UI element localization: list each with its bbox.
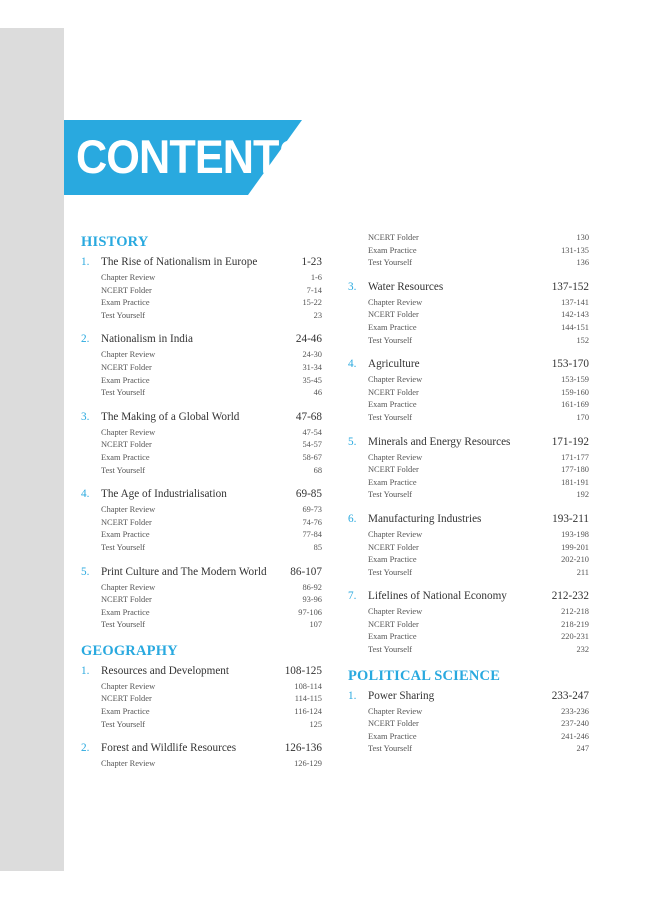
subsection-row — [81, 387, 322, 400]
subsection-row — [81, 582, 322, 595]
section-title-political-science: POLITICAL SCIENCE — [348, 667, 501, 684]
chapter-number: 7. — [348, 590, 357, 603]
chapter-page-range: 47-68 — [295, 410, 322, 423]
chapter-title: Minerals and Energy Resources — [368, 435, 511, 448]
chapter-entry — [348, 357, 589, 424]
chapter-entry — [348, 689, 589, 756]
subsection-name: NCERT Folder — [368, 465, 419, 475]
subsection-pages: 153-159 — [561, 375, 589, 385]
subsection-pages: 74-76 — [302, 517, 322, 527]
subsection-name: NCERT Folder — [101, 440, 152, 450]
chapter-title: Resources and Development — [101, 664, 229, 677]
subsection-pages: 24-30 — [302, 350, 322, 360]
chapter-heading — [81, 255, 322, 269]
subsection-name: Exam Practice — [368, 322, 417, 332]
subsection-name: NCERT Folder — [368, 542, 419, 552]
chapter-heading — [348, 512, 589, 526]
subsection-pages: 171-177 — [561, 452, 589, 462]
chapter-heading — [348, 589, 589, 603]
subsection-pages: 116-124 — [294, 707, 322, 717]
chapter-heading — [81, 741, 322, 755]
subsection-pages: 77-84 — [302, 530, 322, 540]
subsection-pages: 247 — [576, 744, 589, 754]
chapter-title: The Rise of Nationalism in Europe — [101, 256, 258, 268]
subsection-row — [81, 504, 322, 517]
subsection-row — [348, 542, 589, 555]
chapter-page-range: 233-247 — [551, 689, 589, 702]
subsection-pages: 31-34 — [302, 362, 322, 372]
subsection-name: Test Yourself — [101, 719, 146, 729]
chapter-title: Water Resources — [368, 280, 444, 293]
chapter-entry — [348, 589, 589, 656]
subsection-name: Exam Practice — [101, 375, 150, 385]
subsection-name: Chapter Review — [368, 607, 423, 617]
subsection-name: Exam Practice — [101, 298, 150, 308]
chapter-entry — [81, 255, 322, 322]
chapter-number: 1. — [81, 256, 90, 268]
chapter-page-range: 171-192 — [551, 435, 589, 448]
subsection-row — [81, 349, 322, 362]
subsection-pages: 159-160 — [561, 387, 589, 397]
subsection-row — [81, 681, 322, 694]
chapter-page-range: 86-107 — [290, 565, 322, 578]
chapter-heading — [81, 332, 322, 346]
subsection-name: Chapter Review — [368, 375, 423, 385]
subsection-row — [348, 257, 589, 270]
subsection-pages: 181-191 — [561, 477, 589, 487]
subsection-pages: 1-6 — [310, 273, 322, 282]
subsection-row — [348, 245, 589, 258]
subsection-row — [81, 607, 322, 620]
toc-column-left — [81, 233, 322, 781]
chapter-number: 4. — [81, 488, 90, 501]
subsection-row — [81, 529, 322, 542]
subsection-pages: 47-54 — [302, 427, 322, 437]
chapter-title: Agriculture — [368, 358, 420, 371]
subsection-row — [81, 362, 322, 375]
subsection-pages: 137-141 — [561, 297, 589, 307]
chapter-number: 2. — [81, 333, 90, 346]
subsection-row — [348, 554, 589, 567]
subsection-name: NCERT Folder — [368, 310, 419, 320]
subsection-name: Test Yourself — [368, 490, 413, 500]
subsection-row — [81, 439, 322, 452]
subsection-pages: 136 — [576, 258, 589, 268]
subsection-row — [348, 606, 589, 619]
subsection-pages: 107 — [309, 620, 322, 630]
subsection-pages: 161-169 — [561, 400, 589, 410]
chapter-entry — [81, 410, 322, 477]
subsection-row — [348, 374, 589, 387]
subsection-row — [348, 529, 589, 542]
subsection-pages: 202-210 — [561, 555, 589, 565]
subsection-row — [81, 693, 322, 706]
chapter-number: 2. — [81, 742, 90, 755]
political-science-chapter-list — [348, 689, 589, 756]
subsection-name: NCERT Folder — [101, 285, 152, 295]
subsection-row — [348, 631, 589, 644]
subsection-name: Exam Practice — [368, 632, 417, 642]
chapter-number: 6. — [348, 512, 357, 525]
chapter-page-range: 69-85 — [295, 488, 322, 501]
chapter-title: The Age of Industrialisation — [101, 488, 227, 501]
subsection-name: NCERT Folder — [368, 233, 419, 242]
chapter-heading — [348, 689, 589, 703]
subsection-name: Chapter Review — [368, 297, 423, 307]
subsection-pages: 108-114 — [294, 681, 322, 691]
chapter-title: Lifelines of National Economy — [368, 590, 507, 603]
subsection-pages: 199-201 — [561, 542, 589, 552]
subsection-row — [348, 567, 589, 580]
subsection-row — [81, 719, 322, 732]
subsection-name: Test Yourself — [368, 412, 413, 422]
chapter-heading — [81, 664, 322, 678]
subsection-row — [81, 452, 322, 465]
subsection-pages: 68 — [313, 465, 322, 475]
subsection-row — [348, 452, 589, 465]
subsection-pages: 218-219 — [561, 619, 589, 629]
subsection-row — [81, 517, 322, 530]
subsection-row — [348, 387, 589, 400]
subsection-pages: 15-22 — [302, 298, 322, 308]
subsection-name: Test Yourself — [368, 744, 413, 754]
subsection-name: Test Yourself — [101, 388, 146, 398]
chapter-entry — [348, 280, 589, 347]
subsection-row — [348, 322, 589, 335]
subsection-row — [348, 489, 589, 502]
chapter-page-range: 108-125 — [284, 664, 322, 677]
subsection-pages: 220-231 — [561, 632, 589, 642]
subsection-name: Exam Practice — [368, 245, 417, 255]
subsection-row — [81, 375, 322, 388]
chapter-page-range: 153-170 — [551, 358, 589, 371]
subsection-pages: 86-92 — [302, 582, 322, 592]
subsection-pages: 126-129 — [294, 759, 322, 769]
subsection-pages: 46 — [313, 388, 322, 398]
chapter-number: 5. — [348, 435, 357, 448]
chapter-heading — [348, 357, 589, 371]
subsection-row — [81, 285, 322, 298]
section-title-history: HISTORY — [81, 234, 149, 250]
chapter-number: 4. — [348, 358, 357, 371]
subsection-name: Exam Practice — [101, 607, 150, 617]
subsection-pages: 211 — [576, 567, 589, 577]
subsection-row — [348, 399, 589, 412]
subsection-pages: 23 — [313, 310, 322, 320]
chapter-title: Nationalism in India — [101, 333, 193, 346]
subsection-name: Exam Practice — [368, 400, 417, 410]
subsection-name: Chapter Review — [101, 427, 156, 437]
subsection-row — [81, 542, 322, 555]
subsection-pages: 85 — [313, 542, 322, 552]
chapter-title: Forest and Wildlife Resources — [101, 742, 237, 755]
history-chapter-list — [81, 255, 322, 632]
subsection-name: Exam Practice — [368, 731, 417, 741]
chapter-title: Manufacturing Industries — [368, 512, 482, 525]
subsection-row — [348, 743, 589, 756]
subsection-name: Test Yourself — [101, 310, 146, 320]
subsection-name: Test Yourself — [368, 335, 413, 345]
subsection-pages: 142-143 — [561, 310, 589, 320]
subsection-name: Chapter Review — [101, 505, 156, 515]
subsection-pages: 152 — [576, 335, 589, 345]
subsection-pages: 192 — [576, 490, 589, 500]
chapter-entry — [81, 487, 322, 554]
subsection-pages: 241-246 — [561, 731, 589, 741]
subsection-row — [81, 272, 322, 285]
subsection-name: Test Yourself — [101, 542, 146, 552]
chapter-title: The Making of a Global World — [101, 410, 240, 423]
subsection-row — [81, 619, 322, 632]
subsection-name: Test Yourself — [368, 258, 413, 268]
chapter-heading — [81, 487, 322, 501]
chapter-entry — [81, 741, 322, 771]
left-margin-band — [0, 28, 64, 871]
subsection-row — [348, 464, 589, 477]
subsection-name: Chapter Review — [368, 706, 423, 716]
subsection-row — [348, 232, 589, 245]
chapter-title: Print Culture and The Modern World — [101, 565, 267, 578]
subsection-name: NCERT Folder — [368, 387, 419, 397]
chapter-title: Power Sharing — [368, 689, 435, 702]
subsection-name: NCERT Folder — [101, 517, 152, 527]
subsection-name: Chapter Review — [101, 273, 156, 282]
subsection-name: Chapter Review — [101, 582, 156, 592]
subsection-row — [348, 619, 589, 632]
chapter-entry — [81, 332, 322, 399]
subsection-name: NCERT Folder — [101, 362, 152, 372]
chapter-entry — [81, 664, 322, 731]
subsection-name: Exam Practice — [368, 555, 417, 565]
subsection-row — [81, 594, 322, 607]
subsection-pages: 58-67 — [302, 452, 322, 462]
subsection-row — [81, 310, 322, 323]
subsection-pages: 212-218 — [561, 607, 589, 617]
subsection-pages: 130 — [576, 233, 589, 242]
chapter-page-range: 212-232 — [551, 590, 589, 603]
subsection-row — [348, 335, 589, 348]
subsection-pages: 193-198 — [561, 529, 589, 539]
subsection-row — [81, 758, 322, 771]
chapter-number: 3. — [348, 280, 357, 293]
subsection-row — [348, 731, 589, 744]
contents-banner — [64, 120, 307, 195]
subsection-pages: 7-14 — [306, 285, 322, 295]
subsection-pages: 233-236 — [561, 706, 589, 716]
subsection-row — [348, 477, 589, 490]
chapter-number: 1. — [81, 664, 90, 677]
subsection-name: Chapter Review — [101, 350, 156, 360]
chapter-number: 3. — [81, 410, 90, 423]
section-title-geography: GEOGRAPHY — [81, 642, 178, 659]
subsection-pages: 69-73 — [302, 505, 322, 515]
subsection-pages: 170 — [576, 412, 589, 422]
chapter-page-range: 193-211 — [552, 512, 589, 525]
chapter-page-range: 137-152 — [551, 280, 589, 293]
geography-chapter-list-right — [348, 280, 589, 657]
subsection-name: Chapter Review — [101, 681, 156, 691]
subsection-name: Test Yourself — [101, 620, 146, 630]
subsection-row — [81, 706, 322, 719]
chapter-heading — [348, 435, 589, 449]
subsection-row — [348, 297, 589, 310]
subsection-pages: 54-57 — [302, 440, 322, 450]
subsection-row — [348, 309, 589, 322]
subsection-name: Exam Practice — [101, 707, 150, 717]
subsection-pages: 125 — [309, 719, 322, 729]
subsection-row — [81, 427, 322, 440]
subsection-name: Exam Practice — [101, 452, 150, 462]
chapter-heading — [81, 565, 322, 579]
subsection-pages: 35-45 — [302, 375, 322, 385]
subsection-name: NCERT Folder — [101, 694, 152, 704]
subsection-name: Exam Practice — [368, 477, 417, 487]
subsection-row — [348, 644, 589, 657]
subsection-pages: 144-151 — [561, 322, 589, 332]
subsection-pages: 97-106 — [298, 607, 322, 617]
geography-continued-list — [348, 232, 589, 270]
chapter-page-range: 1-23 — [301, 256, 322, 268]
chapter-number: 1. — [348, 689, 357, 702]
subsection-pages: 237-240 — [561, 719, 589, 729]
subsection-row — [348, 412, 589, 425]
subsection-row — [81, 465, 322, 478]
page-title: CONTENTS — [76, 130, 307, 183]
subsection-row — [81, 297, 322, 310]
subsection-name: NCERT Folder — [101, 595, 152, 605]
subsection-name: NCERT Folder — [368, 719, 419, 729]
chapter-entry — [81, 565, 322, 632]
subsection-pages: 232 — [576, 645, 589, 655]
subsection-name: Chapter Review — [368, 529, 423, 539]
subsection-name: Test Yourself — [101, 465, 146, 475]
chapter-entry — [348, 435, 589, 502]
subsection-row — [348, 706, 589, 719]
subsection-name: NCERT Folder — [368, 619, 419, 629]
chapter-page-range: 126-136 — [284, 742, 322, 755]
subsection-name: Test Yourself — [368, 567, 413, 577]
geography-chapter-list-left — [81, 664, 322, 771]
chapter-heading — [348, 280, 589, 294]
toc-column-right — [348, 232, 589, 766]
subsection-name: Chapter Review — [101, 759, 156, 769]
subsection-name: Chapter Review — [368, 452, 423, 462]
subsection-name: Exam Practice — [101, 530, 150, 540]
chapter-number: 5. — [81, 565, 90, 578]
chapter-page-range: 24-46 — [295, 333, 322, 346]
chapter-entry — [348, 512, 589, 579]
subsection-pages: 114-115 — [294, 694, 322, 704]
subsection-pages: 131-135 — [561, 245, 589, 255]
subsection-pages: 93-96 — [302, 595, 322, 605]
subsection-pages: 177-180 — [561, 465, 589, 475]
subsection-row — [348, 718, 589, 731]
subsection-name: Test Yourself — [368, 645, 413, 655]
chapter-heading — [81, 410, 322, 424]
